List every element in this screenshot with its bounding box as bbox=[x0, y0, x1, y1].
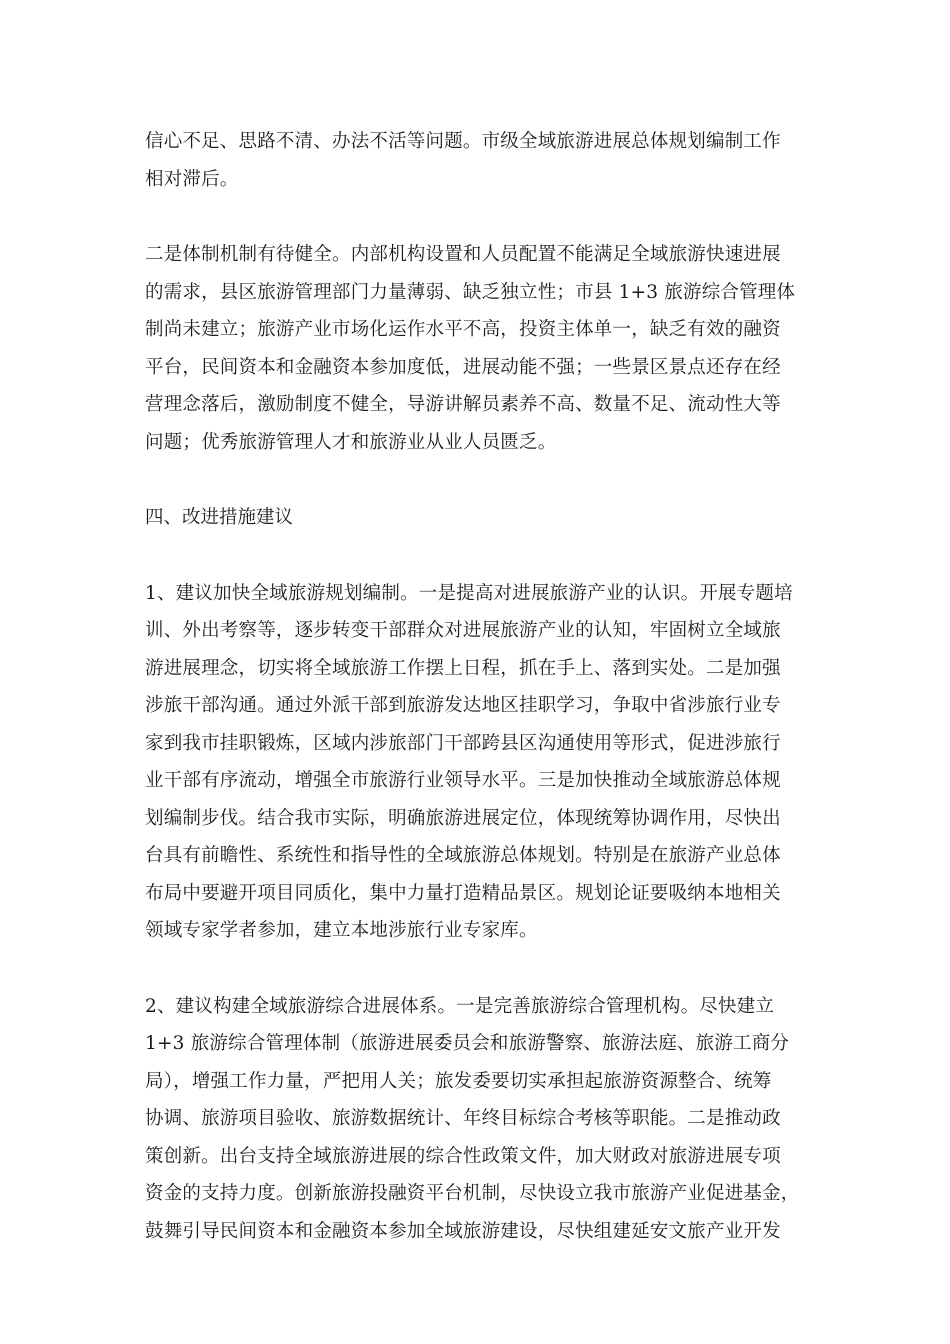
text-line: 家到我市挂职锻炼，区域内涉旅部门干部跨县区沟通使用等形式，促进涉旅行 bbox=[145, 732, 781, 754]
text-line: 1、建议加快全域旅游规划编制。一是提高对进展旅游产业的认识。开展专题培 bbox=[145, 582, 793, 604]
text-line: 平台，民间资本和金融资本参加度低，进展动能不强；一些景区景点还存在经 bbox=[145, 356, 781, 378]
text-line: 问题；优秀旅游管理人才和旅游业从业人员匮乏。 bbox=[145, 431, 557, 453]
text-line: 1+3 旅游综合管理体制（旅游进展委员会和旅游警察、旅游法庭、旅游工商分 bbox=[145, 1033, 790, 1054]
text-line: 相对滞后。 bbox=[145, 168, 239, 190]
heading-text: 四、改进措施建议 bbox=[145, 507, 294, 528]
paragraph-problems-continued bbox=[145, 123, 807, 198]
text-line: 训、外出考察等，逐步转变干部群众对进展旅游产业的认知，牢固树立全域旅 bbox=[145, 620, 781, 641]
text-line: 的需求，县区旅游管理部门力量薄弱、缺乏独立性；市县 1+3 旅游综合管理体 bbox=[145, 281, 796, 303]
text-line: 局），增强工作力量，严把用人关；旅发委要切实承担起旅游资源整合、统筹 bbox=[145, 1070, 772, 1092]
text-line: 二是体制机制有待健全。内部机构设置和人员配置不能满足全域旅游快速进展 bbox=[145, 244, 781, 265]
paragraph-suggestion-2 bbox=[145, 988, 807, 1251]
text-line: 鼓舞引导民间资本和金融资本参加全域旅游建设，尽快组建延安文旅产业开发 bbox=[145, 1220, 781, 1242]
text-line: 营理念落后，激励制度不健全，导游讲解员素养不高、数量不足、流动性大等 bbox=[145, 394, 781, 415]
section-heading bbox=[145, 499, 807, 537]
text-line: 布局中要避开项目同质化，集中力量打造精品景区。规划论证要吸纳本地相关 bbox=[145, 882, 781, 904]
text-line: 资金的支持力度。创新旅游投融资平台机制，尽快设立我市旅游产业促进基金， bbox=[145, 1183, 800, 1204]
paragraph-institutional-issues bbox=[145, 236, 807, 461]
text-line: 业干部有序流动，增强全市旅游行业领导水平。三是加快推动全域旅游总体规 bbox=[145, 770, 781, 791]
paragraph-suggestion-1 bbox=[145, 575, 807, 950]
text-line: 策创新。出台支持全域旅游进展的综合性政策文件，加大财政对旅游进展专项 bbox=[145, 1145, 781, 1167]
text-line: 协调、旅游项目验收、旅游数据统计、年终目标综合考核等职能。二是推动政 bbox=[145, 1108, 781, 1129]
text-line: 游进展理念，切实将全域旅游工作摆上日程，抓在手上、落到实处。二是加强 bbox=[145, 657, 781, 679]
text-line: 台具有前瞻性、系统性和指导性的全域旅游总体规划。特别是在旅游产业总体 bbox=[145, 845, 781, 866]
text-line: 涉旅干部沟通。通过外派干部到旅游发达地区挂职学习，争取中省涉旅行业专 bbox=[145, 695, 781, 716]
document-body bbox=[145, 123, 807, 1288]
text-line: 划编制步伐。结合我市实际，明确旅游进展定位，体现统筹协调作用，尽快出 bbox=[145, 807, 781, 829]
text-line: 制尚未建立；旅游产业市场化运作水平不高，投资主体单一，缺乏有效的融资 bbox=[145, 319, 781, 340]
text-line: 信心不足、思路不清、办法不活等问题。市级全域旅游进展总体规划编制工作 bbox=[145, 131, 781, 152]
text-line: 领域专家学者参加，建立本地涉旅行业专家库。 bbox=[145, 920, 538, 941]
text-line: 2、建议构建全域旅游综合进展体系。一是完善旅游综合管理机构。尽快建立 bbox=[145, 995, 775, 1017]
